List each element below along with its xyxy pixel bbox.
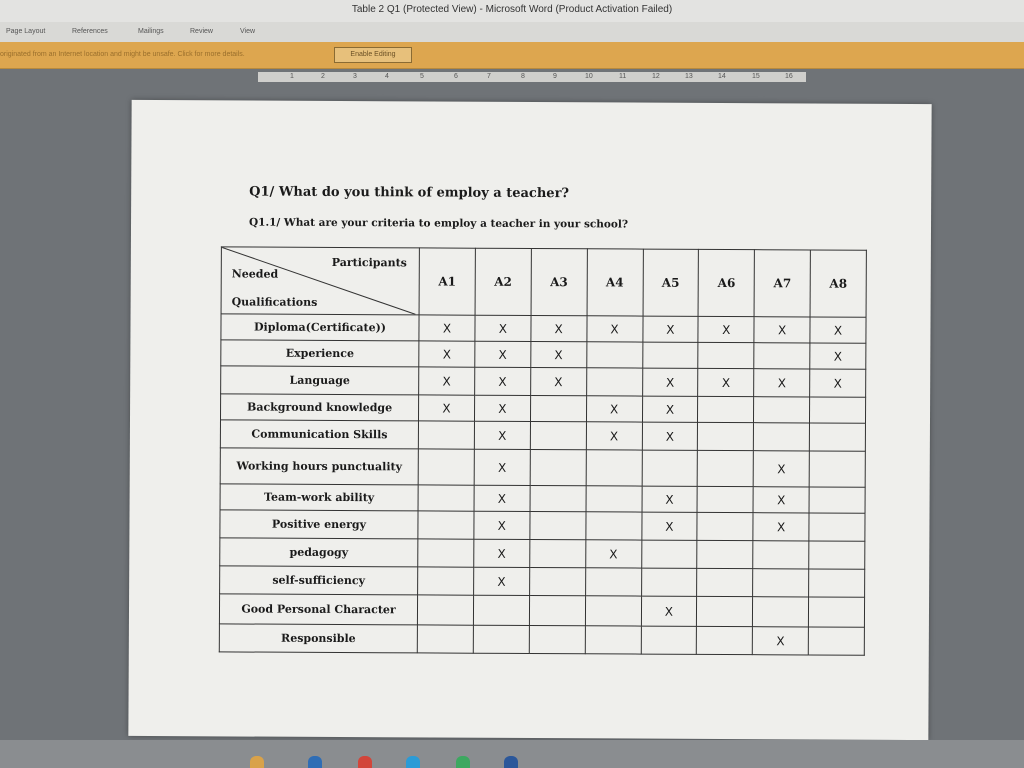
mark-cell: X [754, 369, 810, 397]
row-label: self-sufficiency [220, 566, 418, 595]
row-label: Experience [221, 340, 419, 367]
mark-cell: X [586, 396, 642, 422]
mark-cell [698, 422, 754, 450]
mark-cell [585, 596, 641, 626]
mark-cell [585, 626, 641, 654]
table-row [220, 510, 865, 541]
mark-cell [697, 512, 753, 540]
mark-cell: X [810, 343, 866, 369]
mark-cell [697, 626, 753, 654]
table-body [219, 314, 866, 655]
question-heading: Q1/ What do you think of employ a teacher? [249, 184, 570, 202]
row-label: Communication Skills [220, 420, 418, 449]
mark-cell [530, 422, 586, 450]
mark-cell [698, 396, 754, 422]
mark-cell [530, 539, 586, 567]
mark-cell: X [530, 368, 586, 396]
mark-cell: X [419, 367, 475, 395]
row-label: Working hours punctuality [220, 448, 418, 485]
mark-cell [529, 567, 585, 595]
mark-cell [809, 451, 865, 487]
ruler-mark: 9 [553, 73, 557, 80]
row-label: Background knowledge [220, 394, 418, 421]
table-row [220, 420, 865, 451]
row-label: Positive energy [220, 510, 418, 539]
mark-cell [417, 625, 473, 653]
mark-cell [809, 569, 865, 597]
ruler-mark: 10 [585, 73, 593, 80]
column-header: A1 [419, 248, 475, 315]
mark-cell: X [531, 342, 587, 368]
mark-cell [698, 450, 754, 486]
row-label: Language [221, 366, 419, 395]
mark-cell: X [474, 539, 530, 567]
mark-cell [808, 627, 864, 655]
mark-cell [586, 368, 642, 396]
mark-cell [753, 569, 809, 597]
mark-cell [754, 397, 810, 423]
row-label: Responsible [219, 624, 417, 653]
mark-cell [418, 449, 474, 485]
mail-icon[interactable] [308, 756, 322, 768]
row-label: pedagogy [220, 538, 418, 567]
mark-cell [529, 625, 585, 653]
ruler-mark: 6 [454, 73, 458, 80]
table-row [220, 538, 865, 569]
mark-cell [809, 513, 865, 541]
row-label: Team-work ability [220, 484, 418, 511]
mark-cell [808, 597, 864, 627]
tab-review[interactable]: Review [190, 28, 213, 35]
mark-cell [473, 625, 529, 653]
ruler-mark: 8 [521, 73, 525, 80]
ruler-mark: 16 [785, 73, 793, 80]
mark-cell: X [419, 315, 475, 341]
mark-cell [753, 541, 809, 569]
subquestion-heading: Q1.1/ What are your criteria to employ a teacher in your school? [248, 216, 629, 231]
mark-cell: X [474, 511, 530, 539]
mark-cell: X [474, 567, 530, 595]
mark-cell: X [642, 486, 698, 512]
folder-icon[interactable] [250, 756, 264, 768]
taskbar [0, 740, 1024, 768]
window-title: Table 2 Q1 (Protected View) - Microsoft Word (Product Activation Failed) [0, 0, 1024, 22]
mark-cell: X [754, 317, 810, 343]
mark-cell [698, 342, 754, 368]
table-corner-cell [221, 247, 419, 315]
mark-cell [641, 626, 697, 654]
mark-cell [586, 486, 642, 512]
column-header: A3 [531, 249, 587, 316]
tab-view[interactable]: View [240, 28, 256, 35]
mark-cell: X [587, 316, 643, 342]
mark-cell [697, 486, 753, 512]
word-icon[interactable] [504, 756, 518, 768]
mark-cell [753, 597, 809, 627]
mark-cell: X [642, 368, 698, 396]
table-row [219, 594, 864, 627]
qualifications-table [219, 246, 867, 655]
mark-cell [810, 397, 866, 423]
chrome-icon[interactable] [358, 756, 372, 768]
ruler-mark: 11 [619, 73, 627, 80]
app-icon[interactable] [456, 756, 470, 768]
protected-view-message[interactable]: originated from an Internet location and might be unsafe. Click for more details. [0, 51, 245, 58]
mark-cell [641, 568, 697, 596]
horizontal-ruler[interactable] [258, 72, 806, 82]
mark-cell: X [475, 367, 531, 395]
mark-cell [586, 512, 642, 540]
mark-cell: X [642, 316, 698, 342]
mark-cell [809, 487, 865, 513]
ruler-mark: 12 [652, 73, 660, 80]
column-header: A7 [754, 250, 810, 317]
table-row [221, 366, 866, 397]
mark-cell: X [474, 395, 530, 421]
mark-cell: X [419, 341, 475, 367]
mark-cell: X [642, 396, 698, 422]
document-page [128, 100, 931, 740]
column-header: A4 [587, 249, 643, 316]
mark-cell [697, 540, 753, 568]
mark-cell: X [810, 369, 866, 397]
table-header-row [221, 247, 866, 317]
table-row [221, 314, 866, 343]
enable-editing-button[interactable]: Enable Editing [334, 47, 412, 63]
ruler-mark: 2 [321, 73, 325, 80]
mark-cell [586, 450, 642, 486]
table-row [221, 340, 866, 369]
mark-cell: X [474, 485, 530, 511]
mark-cell [418, 485, 474, 511]
mark-cell [417, 595, 473, 625]
protected-view-bar [0, 42, 1024, 69]
ruler-mark: 3 [353, 73, 357, 80]
mark-cell: X [641, 512, 697, 540]
mark-cell [754, 423, 810, 451]
qualifications-label: Qualifications [231, 295, 318, 309]
mark-cell: X [419, 395, 475, 421]
mark-cell [697, 568, 753, 596]
tab-mailings[interactable]: Mailings [138, 28, 164, 35]
mark-cell [530, 396, 586, 422]
mark-cell: X [641, 596, 697, 626]
row-label: Good Personal Character [219, 594, 417, 625]
ruler-mark: 13 [685, 73, 693, 80]
ribbon-tabs [0, 22, 1024, 42]
mark-cell [473, 595, 529, 625]
ruler-mark: 1 [290, 73, 294, 80]
mark-cell [418, 539, 474, 567]
column-header: A2 [475, 248, 531, 315]
table-row [220, 484, 865, 513]
mark-cell [642, 450, 698, 486]
mark-cell [418, 511, 474, 539]
ruler-mark: 14 [718, 73, 726, 80]
mark-cell [754, 343, 810, 369]
ruler-mark: 5 [420, 73, 424, 80]
column-header: A5 [643, 249, 699, 316]
mark-cell [641, 540, 697, 568]
mark-cell: X [753, 487, 809, 513]
mark-cell [418, 567, 474, 595]
edge-icon[interactable] [406, 756, 420, 768]
mark-cell: X [698, 316, 754, 342]
participants-label: Participants [331, 255, 407, 270]
mark-cell: X [475, 341, 531, 367]
mark-cell: X [586, 422, 642, 450]
table-row [219, 624, 864, 655]
mark-cell: X [585, 540, 641, 568]
mark-cell [585, 568, 641, 596]
column-header: A6 [698, 249, 754, 316]
mark-cell [586, 342, 642, 368]
table-row [220, 566, 865, 597]
tab-references[interactable]: References [72, 28, 108, 35]
tab-page-layout[interactable]: Page Layout [6, 28, 46, 35]
needed-label: Needed [231, 267, 279, 281]
mark-cell [530, 512, 586, 540]
mark-cell: X [474, 449, 530, 485]
mark-cell: X [474, 421, 530, 449]
mark-cell [530, 450, 586, 486]
mark-cell [642, 342, 698, 368]
mark-cell: X [475, 315, 531, 341]
mark-cell [530, 486, 586, 512]
mark-cell [809, 541, 865, 569]
mark-cell: X [752, 627, 808, 655]
row-label: Diploma(Certificate)) [221, 314, 419, 341]
mark-cell: X [698, 368, 754, 396]
mark-cell [809, 423, 865, 451]
mark-cell [418, 421, 474, 449]
mark-cell: X [753, 513, 809, 541]
mark-cell: X [531, 316, 587, 342]
mark-cell [529, 595, 585, 625]
mark-cell: X [642, 422, 698, 450]
ruler-mark: 15 [752, 73, 760, 80]
table-row [220, 448, 865, 487]
ruler-mark: 4 [385, 73, 389, 80]
mark-cell: X [810, 317, 866, 343]
mark-cell: X [753, 451, 809, 487]
column-header: A8 [810, 250, 866, 317]
table-row [220, 394, 865, 423]
mark-cell [697, 596, 753, 626]
ruler-mark: 7 [487, 73, 491, 80]
